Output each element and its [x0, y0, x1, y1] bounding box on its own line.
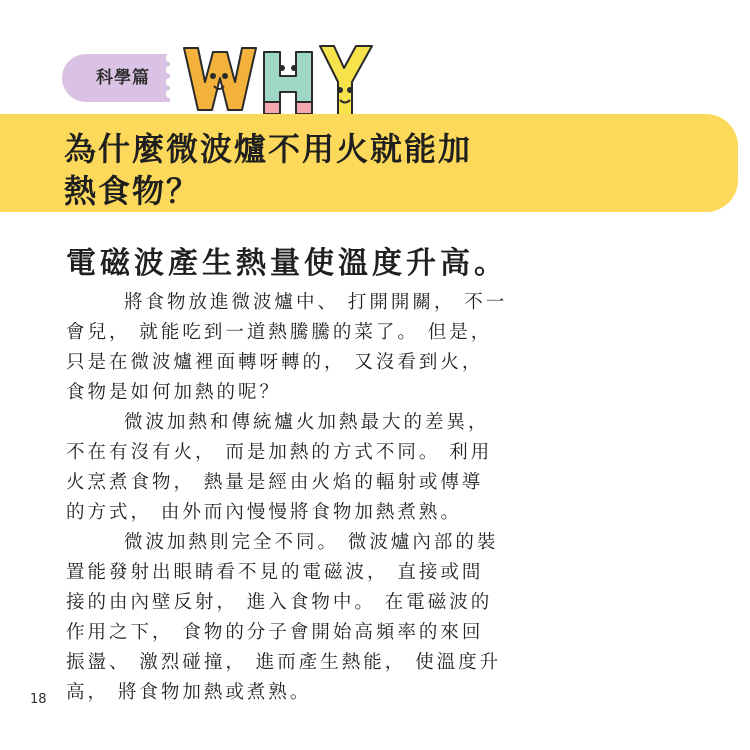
- paragraph-line: 的方式， 由外而內慢慢將食物加熱煮熟。: [66, 502, 462, 523]
- page-title-line-1: 為什麼微波爐不用火就能加: [64, 130, 473, 168]
- paragraph-line: 將食物放進微波爐中、 打開開關， 不一: [124, 292, 508, 313]
- paragraph-line: 火烹煮食物， 熱量是經由火焰的輻射或傳導: [66, 472, 484, 493]
- mascot-group: [178, 40, 378, 122]
- mascot-w-icon: [184, 48, 256, 110]
- paragraph-line: 置能發射出眼睛看不見的電磁波， 直接或間: [66, 562, 484, 583]
- paragraph-line: 會兒， 就能吃到一道熱騰騰的菜了。 但是，: [66, 322, 493, 343]
- paragraph-line: 不在有沒有火， 而是加熱的方式不同。 利用: [66, 442, 493, 463]
- mascot-y-icon: [320, 46, 372, 116]
- section-label: 科學篇: [96, 68, 150, 88]
- paragraph-line: 作用之下， 食物的分子會開始高頻率的來回: [66, 622, 484, 643]
- paragraph-line: 微波加熱和傳統爐火加熱最大的差異，: [124, 412, 490, 433]
- paragraph-line: 振盪、 激烈碰撞， 進而產生熱能， 使溫度升: [66, 652, 502, 673]
- page-title-line-2: 熱食物？: [64, 172, 201, 210]
- paragraph-line: 只是在微波爐裡面轉呀轉的， 又沒看到火，: [66, 352, 484, 373]
- paragraph-line: 接的由內壁反射， 進入食物中。 在電磁波的: [66, 592, 493, 613]
- paragraph-line: 食物是如何加熱的呢？: [66, 382, 282, 403]
- body-text: [66, 288, 666, 708]
- paragraph-line: 微波加熱則完全不同。 微波爐內部的裝: [124, 532, 499, 553]
- headline: 電磁波產生熱量使溫度升高。: [66, 246, 508, 281]
- page-number: 18: [30, 692, 47, 707]
- mascot-h-icon: [264, 52, 312, 114]
- paragraph-line: 高， 將食物加熱或煮熟。: [66, 682, 312, 703]
